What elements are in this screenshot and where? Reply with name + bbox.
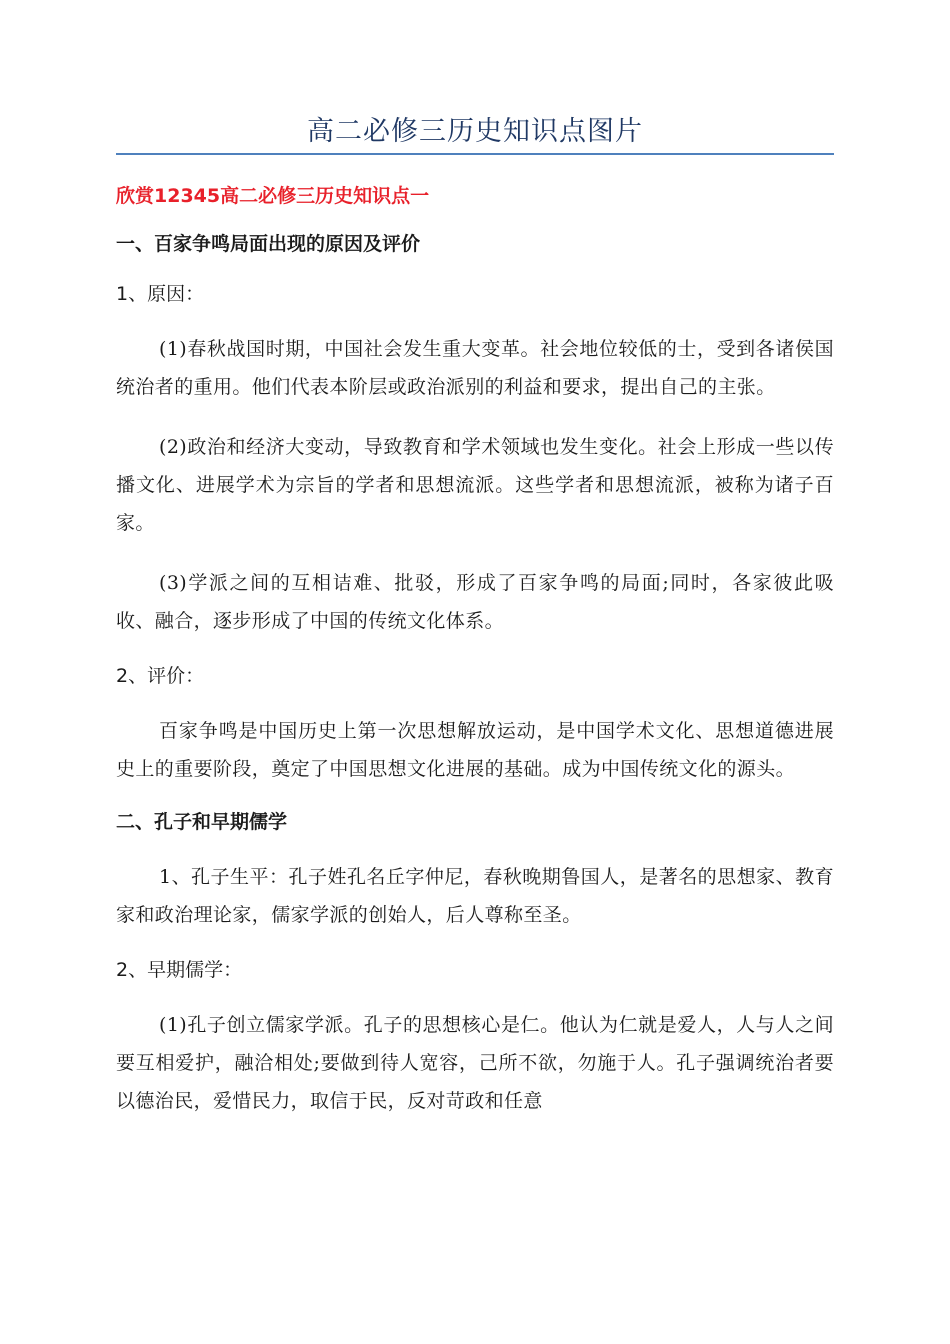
reasons-label: 1、原因： [116, 283, 205, 305]
document-title: 高二必修三历史知识点图片 [307, 116, 643, 147]
evaluation-paragraph: 百家争鸣是中国历史上第一次思想解放运动，是中国学术文化、思想道德进展史上的重要阶段，奠定了中国思想文化进展的基础。成为中国传统文化的源头。 [116, 720, 834, 780]
early-confucianism-paragraph-1: (1)孔子创立儒家学派。孔子的思想核心是仁。他认为仁就是爱人，人与人之间要互相爱护，融洽相处;要做到待人宽容，己所不欲，勿施于人。孔子强调统治者要以德治民，爱惜民力，取信于民，反对苛政和任意 [116, 1014, 834, 1112]
reason-paragraph-2: (2)政治和经济大变动，导致教育和学术领域也发生变化。社会上形成一些以传播文化、进展学术为宗旨的学者和思想流派。这些学者和思想流派，被称为诸子百家。 [116, 436, 834, 534]
reason-paragraph-1: (1)春秋战国时期，中国社会发生重大变革。社会地位较低的士，受到各诸侯国统治者的重用。他们代表本阶层或政治派别的利益和要求，提出自己的主张。 [116, 338, 834, 398]
section-heading-2: 二、孔子和早期儒学 [116, 811, 288, 833]
section-heading-1: 一、百家争鸣局面出现的原因及评价 [116, 233, 421, 255]
red-subtitle: 欣赏12345高二必修三历史知识点一 [116, 185, 430, 207]
evaluation-label: 2、评价： [116, 665, 205, 687]
title-underline [116, 153, 834, 155]
document-body [116, 172, 834, 1120]
early-confucianism-label: 2、早期儒学： [116, 959, 243, 981]
reason-paragraph-3: (3)学派之间的互相诘难、批驳，形成了百家争鸣的局面;同时，各家彼此吸收、融合，逐步形成了中国的传统文化体系。 [116, 572, 834, 632]
confucius-bio-paragraph: 1、孔子生平：孔子姓孔名丘字仲尼，春秋晚期鲁国人，是著名的思想家、教育家和政治理论家，儒家学派的创始人，后人尊称至圣。 [116, 866, 834, 926]
